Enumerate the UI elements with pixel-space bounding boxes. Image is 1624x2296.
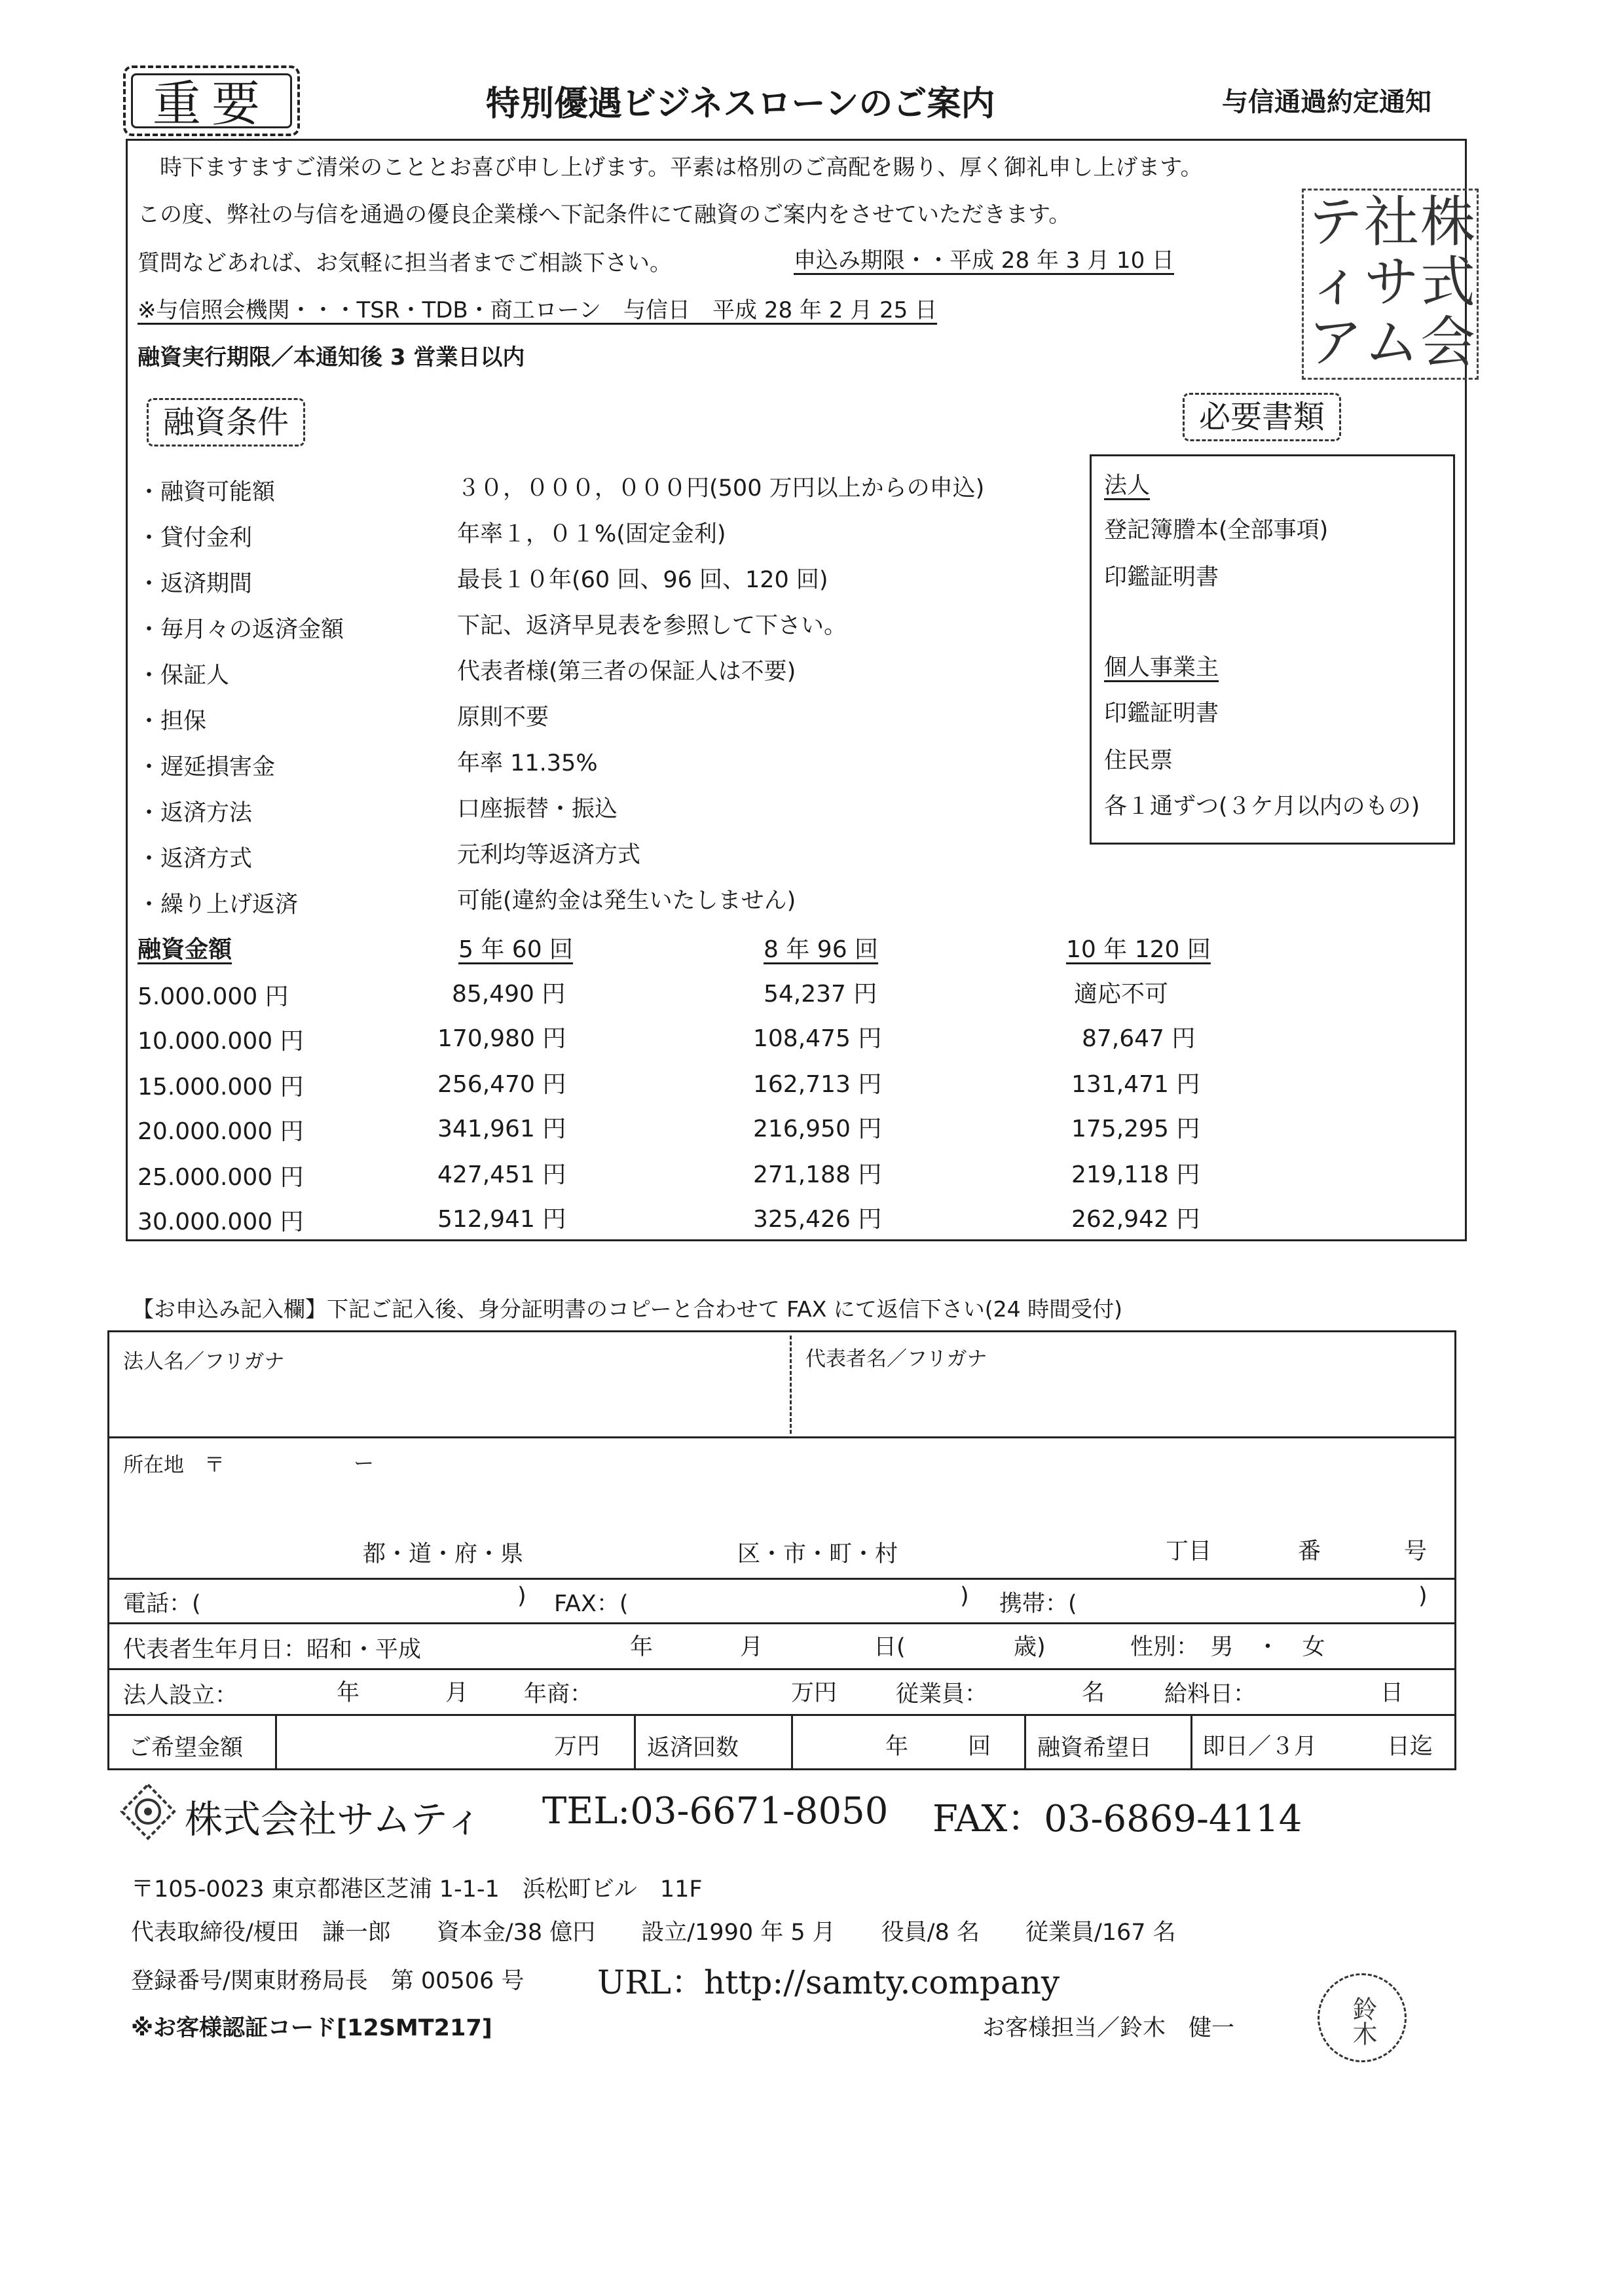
- address-city: 区・市・町・村: [737, 1541, 898, 1567]
- table-cell: 219,118 円: [1071, 1161, 1200, 1188]
- condition-label: ・貸付金利: [138, 525, 253, 551]
- payday-field[interactable]: 給料日：: [1164, 1681, 1257, 1707]
- auth-code: ※お客様認証コード[12SMT217]: [131, 2015, 492, 2041]
- table-cell: 271,188 円: [753, 1161, 882, 1188]
- condition-value: 下記、返済早見表を参照して下さい。: [457, 613, 847, 639]
- mobile-field[interactable]: 携帯：(: [999, 1591, 1077, 1617]
- condition-value: 可能(違約金は発生いたしません): [457, 888, 796, 914]
- table-cell: 131,471 円: [1071, 1071, 1200, 1098]
- address-go: 号: [1404, 1539, 1428, 1565]
- condition-label: ・返済方法: [138, 800, 253, 826]
- table-cell: 162,713 円: [753, 1071, 882, 1098]
- doc-item: 住民票: [1104, 748, 1173, 774]
- condition-value: 最長１０年(60 回、96 回、120 回): [457, 567, 828, 593]
- doc-item: 印鑑証明書: [1104, 564, 1219, 591]
- condition-value: 元利均等返済方式: [457, 842, 641, 868]
- repay-kai[interactable]: 回: [968, 1734, 991, 1760]
- table-cell: 25.000.000 円: [138, 1164, 304, 1191]
- company-fax: FAX：03-6869-4114: [932, 1798, 1302, 1840]
- table-cell: 5.000.000 円: [138, 983, 289, 1010]
- table-header: 8 年 96 回: [764, 936, 879, 963]
- repay-count-label: 返済回数: [647, 1735, 739, 1761]
- address-prefecture: 都・道・府・県: [363, 1541, 524, 1567]
- tel-close: ): [517, 1583, 526, 1609]
- desired-amount-unit[interactable]: 万円: [554, 1734, 600, 1760]
- condition-label: ・毎月々の返済金額: [138, 617, 344, 643]
- table-cell: 85,490 円: [452, 981, 566, 1008]
- notice-label: 与信通過約定通知: [1222, 87, 1431, 117]
- doc-indiv-heading: 個人事業主: [1104, 655, 1219, 681]
- table-cell: 30.000.000 円: [138, 1209, 304, 1235]
- doc-corp-heading: 法人: [1104, 473, 1151, 499]
- birthdate-field[interactable]: 代表者生年月日：昭和・平成: [123, 1637, 422, 1663]
- company-officer: 代表取締役/榎田 謙一郎 資本金/38 億円 設立/1990 年 5 月 役員/8 名 従業員/167 名: [131, 1920, 1176, 1946]
- table-cell: 341,961 円: [437, 1116, 566, 1142]
- sales-unit: 万円: [791, 1680, 838, 1706]
- birth-month: 月: [740, 1634, 764, 1660]
- intro-line-2: この度、弊社の与信を通過の優良企業様へ下記条件にて融資のご案内をさせていただきます。: [138, 202, 1071, 228]
- address-field[interactable]: 所在地 〒: [123, 1453, 225, 1477]
- required-documents-heading: 必要書類: [1183, 393, 1341, 441]
- company-logo-icon: [117, 1782, 179, 1841]
- application-deadline: 申込み期限・・平成 28 年 3 月 10 日: [794, 247, 1175, 274]
- table-cell: 256,470 円: [437, 1071, 566, 1098]
- important-seal-text: 重要: [131, 73, 292, 128]
- table-cell: 20.000.000 円: [138, 1118, 304, 1145]
- fax-field[interactable]: FAX：(: [554, 1591, 629, 1617]
- condition-label: ・保証人: [138, 663, 230, 689]
- staff-name: お客様担当／鈴木 健一: [982, 2015, 1235, 2041]
- condition-label: ・融資可能額: [138, 479, 276, 505]
- loan-conditions-heading: 融資条件: [147, 398, 305, 446]
- establishment-field[interactable]: 法人設立：: [123, 1683, 238, 1709]
- table-cell: 262,942 円: [1071, 1206, 1200, 1233]
- company-name: 株式会社サムティ: [185, 1797, 483, 1842]
- important-seal: [123, 65, 300, 136]
- form-caption: 【お申込み記入欄】下記ご記入後、身分証明書のコピーと合わせて FAX にて返信下さい(24 時間受付): [132, 1296, 1123, 1322]
- table-cell: 170,980 円: [437, 1025, 566, 1052]
- table-header: 5 年 60 回: [458, 936, 574, 963]
- tel-field[interactable]: 電話：(: [123, 1591, 201, 1617]
- condition-label: ・繰り上げ返済: [138, 892, 299, 918]
- condition-value: 原則不要: [457, 704, 549, 731]
- company-stamp: 株 式 会 社 サ ム テ ィ ア: [1302, 189, 1479, 380]
- execution-deadline: 融資実行期限／本通知後 3 営業日以内: [138, 344, 525, 371]
- credit-agencies: ※与信照会機関・・・TSR・TDB・商工ローン 与信日 平成 28 年 2 月 25 日: [138, 297, 938, 323]
- document-title: 特別優遇ビジネスローンのご案内: [486, 84, 995, 124]
- table-cell: 10.000.000 円: [138, 1028, 304, 1055]
- table-cell: 512,941 円: [437, 1206, 566, 1233]
- company-address: 〒105-0023 東京都港区芝浦 1-1-1 浜松町ビル 11F: [131, 1876, 703, 1903]
- table-header: 10 年 120 回: [1066, 936, 1211, 963]
- fax-close: ): [960, 1583, 969, 1609]
- staff-seal-text: 鈴木: [1348, 1996, 1377, 2046]
- table-cell: 適応不可: [1074, 981, 1169, 1008]
- doc-item: 印鑑証明書: [1104, 701, 1219, 727]
- condition-value: 年率１，０１%(固定金利): [457, 521, 726, 547]
- address-ban: 番: [1298, 1539, 1321, 1565]
- rep-name-field[interactable]: 代表者名／フリガナ: [805, 1347, 987, 1371]
- address-dash: ー: [354, 1452, 374, 1476]
- table-cell: 325,426 円: [753, 1206, 882, 1233]
- condition-label: ・担保: [138, 708, 207, 735]
- birth-age: 歳): [1014, 1634, 1046, 1660]
- employees-unit: 名: [1082, 1680, 1105, 1706]
- staff-seal: [1318, 1973, 1407, 2062]
- condition-value: 口座振替・振込: [457, 796, 618, 822]
- table-cell: 15.000.000 円: [138, 1074, 304, 1101]
- intro-line-3: 質問などあれば、お気軽に担当者までご相談下さい。: [138, 250, 672, 276]
- table-cell: 427,451 円: [437, 1161, 566, 1188]
- estab-month: 月: [445, 1680, 469, 1706]
- estab-year: 年: [337, 1680, 360, 1706]
- condition-value: 年率 11.35%: [457, 750, 598, 776]
- loan-date-value[interactable]: 即日／３月: [1202, 1734, 1318, 1760]
- company-tel: TEL:03-6671-8050: [542, 1790, 889, 1832]
- birth-day: 日(: [874, 1634, 906, 1660]
- intro-line-1: 時下ますますご清栄のこととお喜び申し上げます。平素は格別のご高配を賜り、厚く御礼申し上げます。: [160, 155, 1203, 181]
- table-cell: 216,950 円: [753, 1116, 882, 1142]
- repay-year[interactable]: 年: [885, 1734, 909, 1760]
- annual-sales-field[interactable]: 年商：: [524, 1681, 593, 1707]
- condition-value: ３０，０００，０００円(500 万円以上からの申込): [457, 475, 985, 501]
- condition-label: ・返済期間: [138, 571, 253, 597]
- loan-date-label: 融資希望日: [1037, 1735, 1153, 1761]
- table-cell: 108,475 円: [753, 1025, 882, 1052]
- sex-field[interactable]: 性別： 男 ・ 女: [1130, 1634, 1325, 1660]
- doc-item: 登記簿謄本(全部事項): [1104, 517, 1329, 543]
- registration-number: 登録番号/関東財務局長 第 00506 号: [131, 1968, 525, 1994]
- loan-date-tail: 日迄: [1387, 1734, 1433, 1760]
- address-chome: 丁目: [1166, 1539, 1212, 1565]
- condition-value: 代表者様(第三者の保証人は不要): [457, 659, 796, 685]
- employees-field[interactable]: 従業員：: [896, 1681, 988, 1707]
- condition-label: ・返済方式: [138, 846, 253, 872]
- mobile-close: ): [1418, 1583, 1428, 1609]
- condition-label: ・遅延損害金: [138, 754, 276, 780]
- payday-unit: 日: [1380, 1680, 1404, 1706]
- table-cell: 54,237 円: [764, 981, 877, 1008]
- doc-note: 各１通ずつ(３ケ月以内のもの): [1104, 793, 1420, 820]
- table-header: 融資金額: [138, 936, 232, 963]
- corp-name-field[interactable]: 法人名／フリガナ: [123, 1350, 285, 1374]
- birth-year: 年: [630, 1634, 654, 1660]
- company-url: URL：http://samty.company: [597, 1963, 1060, 2001]
- table-cell: 87,647 円: [1082, 1025, 1196, 1052]
- table-cell: 175,295 円: [1071, 1116, 1200, 1142]
- desired-amount-label: ご希望金額: [128, 1735, 244, 1761]
